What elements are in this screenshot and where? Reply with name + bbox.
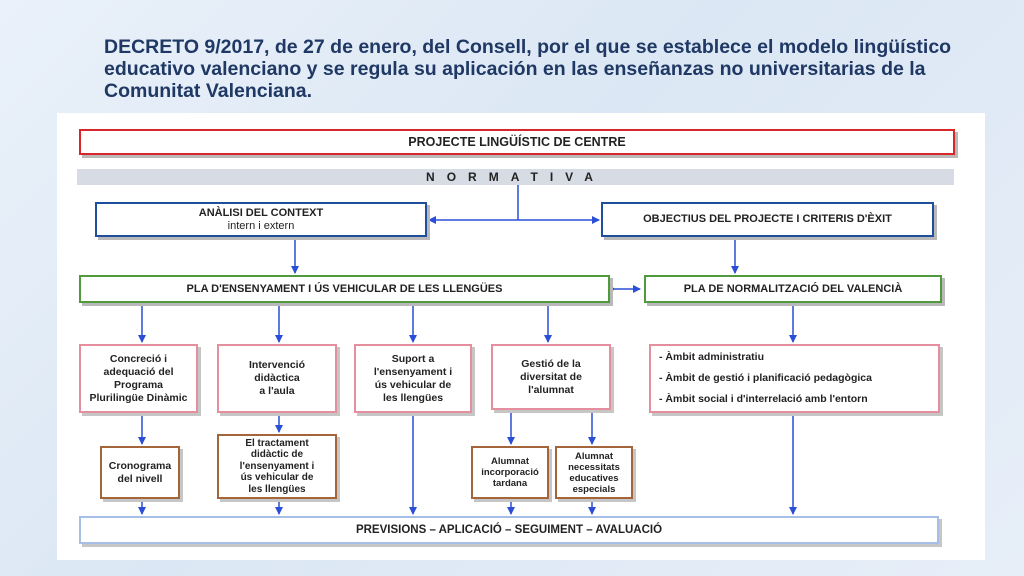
ambit-item: - Àmbit social i d'interrelació amb l'entorn	[659, 393, 868, 405]
tractament-box	[217, 434, 337, 499]
previsions-label: PREVISIONS – APLICACIÓ – SEGUIMENT – AVALUACIÓ	[355, 523, 663, 536]
incorporacio-label: Alumnat incorporació tardana	[481, 456, 539, 489]
context-box	[95, 202, 427, 237]
header-box	[79, 129, 955, 155]
intervencio-label: Intervenció didàctica a l'aula	[248, 359, 306, 397]
suport-label: Suport a l'ensenyament i ús vehicular de les llengües	[373, 352, 453, 404]
intervencio-box	[217, 344, 337, 413]
necessitats-box	[555, 446, 633, 499]
ambits-box	[649, 344, 940, 413]
tractament-label: El tractament didàctic de l'ensenyament i ús vehicular de les llengües	[239, 437, 315, 495]
pla-normalitzacio-label: PLA DE NORMALITZACIÓ DEL VALENCIÀ	[683, 282, 903, 295]
cronograma-box	[100, 446, 180, 499]
normativa-label: NORMATIVA	[426, 170, 605, 184]
objectius-box	[601, 202, 934, 237]
objectius-label: OBJECTIUS DEL PROJECTE I CRITERIS D'ÈXIT	[643, 213, 892, 225]
cronograma-label: Cronograma del nivell	[108, 459, 172, 485]
pla-ensenyament-box	[79, 275, 610, 303]
ambit-item: - Àmbit de gestió i planificació pedagògica	[659, 372, 872, 384]
pla-normalitzacio-box	[644, 275, 942, 303]
incorporacio-box	[471, 446, 549, 499]
concrecio-label: Concreció i adequació del Programa Plurilingüe Dinàmic	[89, 352, 188, 404]
gestio-box	[491, 344, 611, 410]
header-label: PROJECTE LINGÜÍSTIC DE CENTRE	[408, 134, 626, 149]
ambit-item: - Àmbit administratiu	[659, 351, 765, 363]
previsions-box	[79, 516, 939, 544]
suport-box	[354, 344, 472, 413]
ambits-list	[659, 347, 872, 410]
gestio-label: Gestió de la diversitat de l'alumnat	[520, 357, 582, 396]
necessitats-label: Alumnat necessitats educatives especials	[568, 450, 620, 495]
concrecio-box	[79, 344, 198, 413]
slide-title: DECRETO 9/2017, de 27 de enero, del Consell, por el que se establece el modelo lingüístico educativo valenciano y se regula su aplicación en las enseñanzas no universitarias de la Comunitat Valenciana.	[104, 36, 952, 102]
normativa-bar	[77, 169, 954, 185]
context-subtitle: intern i extern	[227, 219, 295, 232]
flow-diagram	[57, 113, 985, 560]
context-title: ANÀLISI DEL CONTEXT	[198, 206, 324, 219]
pla-ensenyament-label: PLA D'ENSENYAMENT I ÚS VEHICULAR DE LES LLENGÜES	[186, 282, 503, 295]
